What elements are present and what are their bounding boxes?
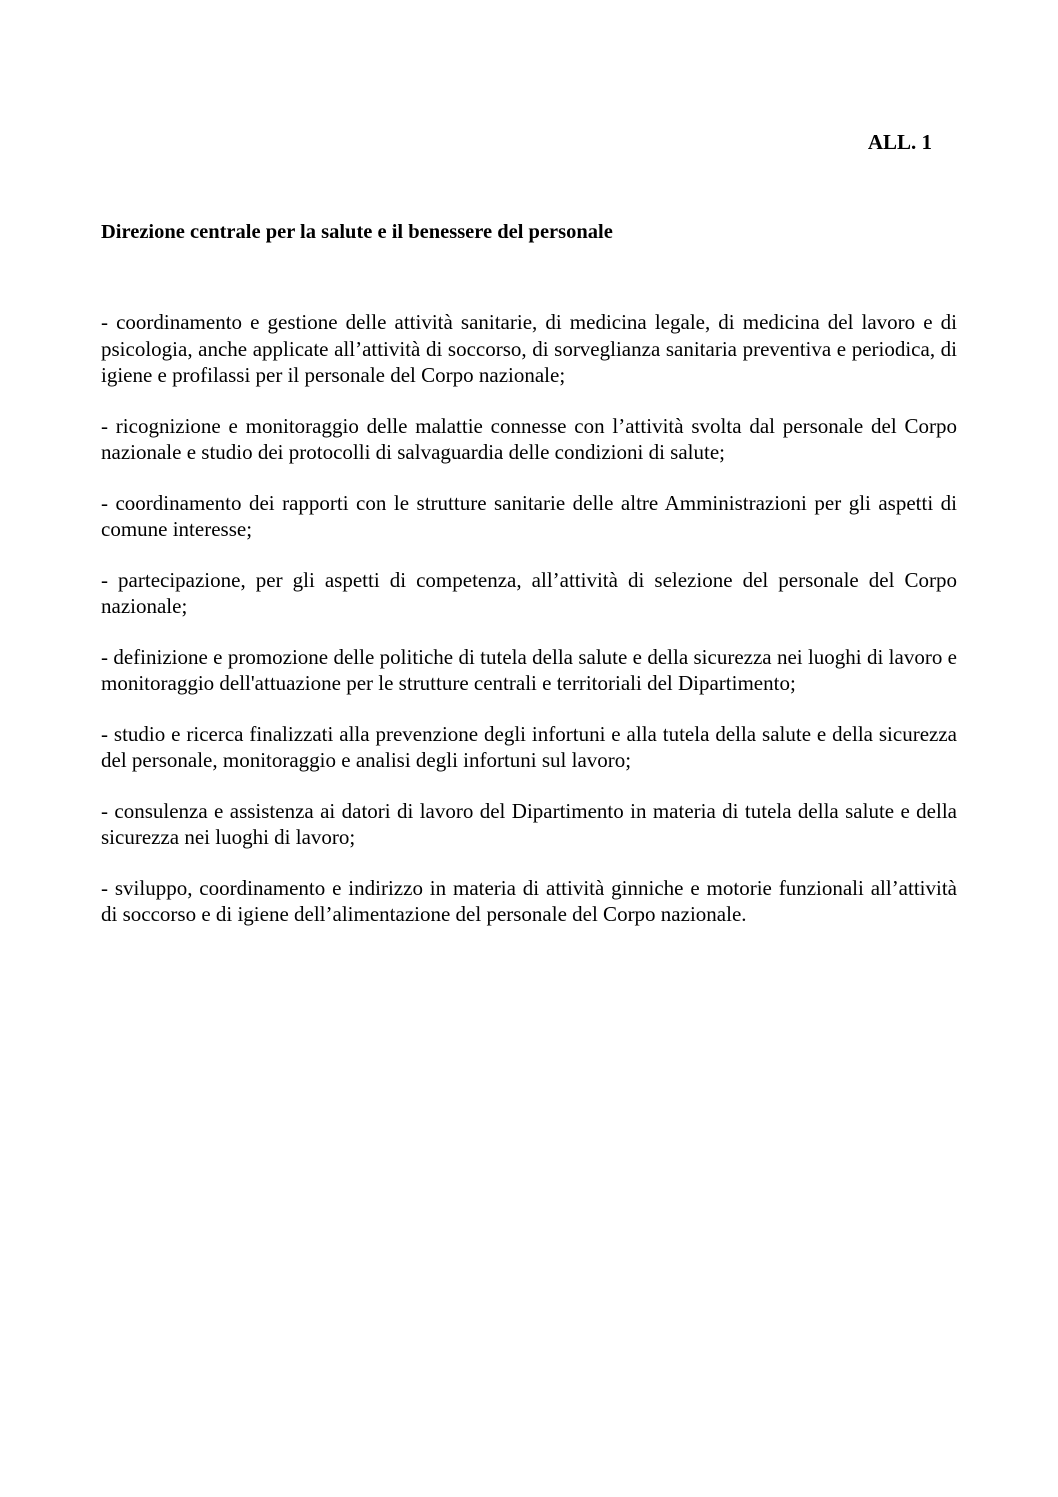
list-item: - definizione e promozione delle politiche di tutela della salute e della sicurezza nei luoghi di lavoro e monitoraggio dell'attuazione per le strutture centrali e territoriali del Dipartimento; [101, 644, 957, 695]
list-item: - coordinamento e gestione delle attività sanitarie, di medicina legale, di medicina del lavoro e di psicologia, anche applicate all’attività di soccorso, di sorveglianza sanitaria preventiva e periodica, di igiene e profilassi per il personale del Corpo nazionale; [101, 310, 957, 387]
list-item: - partecipazione, per gli aspetti di competenza, all’attività di selezione del personale del Corpo nazionale; [101, 567, 957, 618]
attachment-label: ALL. 1 [867, 130, 932, 154]
duties-list [101, 309, 957, 952]
list-item: - coordinamento dei rapporti con le strutture sanitarie delle altre Amministrazioni per gli aspetti di comune interesse; [101, 490, 957, 541]
list-item: - studio e ricerca finalizzati alla prevenzione degli infortuni e alla tutela della salute e della sicurezza del personale, monitoraggio e analisi degli infortuni sul lavoro; [101, 721, 957, 772]
list-item: - consulenza e assistenza ai datori di lavoro del Dipartimento in materia di tutela della salute e della sicurezza nei luoghi di lavoro; [101, 798, 957, 849]
document-title: Direzione centrale per la salute e il benessere del personale [101, 221, 613, 243]
list-item: - ricognizione e monitoraggio delle malattie connesse con l’attività svolta dal personale del Corpo nazionale e studio dei protocolli di salvaguardia delle condizioni di salute; [101, 413, 957, 464]
list-item: - sviluppo, coordinamento e indirizzo in materia di attività ginniche e motorie funzionali all’attività di soccorso e di igiene dell’alimentazione del personale del Corpo nazionale. [101, 875, 957, 926]
